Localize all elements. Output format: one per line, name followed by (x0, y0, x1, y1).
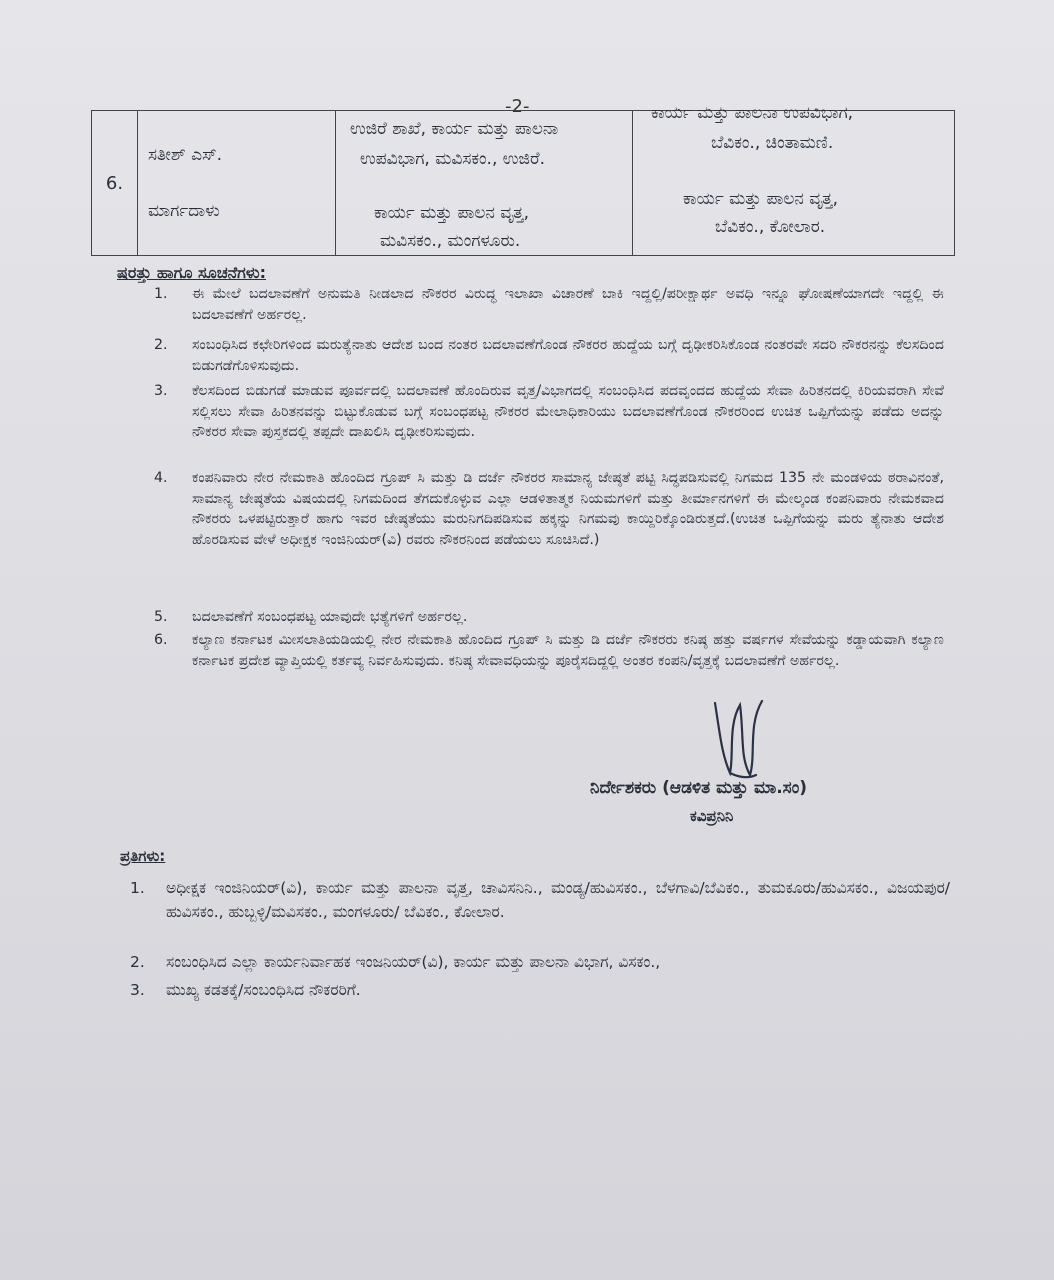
conditions-heading: ಷರತ್ತು ಹಾಗೂ ಸೂಚನೆಗಳು: (117, 263, 267, 282)
copy-text: ಸಂಬಂಧಿಸಿದ ಎಲ್ಲಾ ಕಾರ್ಯನಿರ್ವಾಹಕ ಇಂಜನಿಯರ್(ವಿ), ಕಾರ್ಯ ಮತ್ತು ಪಾಲನಾ ವಿಭಾಗ, ವಿಸಕಂ., (166, 953, 661, 971)
signatory-title: ನಿರ್ದೇಶಕರು (ಆಡಳಿತ ಮತ್ತು ಮಾ.ಸಂ) (590, 778, 808, 798)
condition-number: 5. (154, 609, 168, 625)
condition-text: ಬದಲಾವಣೆಗೆ ಸಂಬಂಧಪಟ್ಟ ಯಾವುದೇ ಭತ್ಯೆಗಳಿಗೆ ಅರ್ಹರಲ್ಲ. (192, 609, 468, 625)
copy-number: 3. (130, 981, 145, 999)
condition-item (154, 284, 944, 325)
condition-number: 6. (154, 632, 168, 648)
copy-text: ಅಧೀಕ್ಷಕ ಇಂಜಿನಿಯರ್(ವಿ), ಕಾರ್ಯ ಮತ್ತು ಪಾಲನಾ ವೃತ್ತ, ಚಾವಿಸನಿನಿ., ಮಂಡ್ಯ/ಹುವಿಸಕಂ., ಬೆಳಗಾವಿ/ಬೆವಿಕಂ., ತುಮಕೂರು/ಹುವಿಸಕಂ., ವಿಜಯಪುರ/ಹುವಿಸಕಂ., ಹುಬ್ಬಳ್ಳಿ/ಮವಿಸಕಂ., ಮಂಗಳೂರು/ ಬೆವಿಕಂ., ಕೋಲಾರ. (166, 879, 950, 921)
copy-item (130, 876, 950, 924)
signatory-organization: ಕವಿಪ್ರನಿನಿ (690, 807, 734, 825)
to-office-line1: ಕಾರ್ಯ ಮತ್ತು ಪಾಲನಾ ಉಪವಿಭಾಗ, (651, 103, 854, 123)
from-office-line1: ಉಜಿರೆ ಶಾಖೆ, ಕಾರ್ಯ ಮತ್ತು ಪಾಲನಾ (350, 119, 559, 139)
condition-item (154, 607, 944, 628)
condition-item (154, 381, 944, 443)
condition-item (154, 468, 944, 550)
employee-designation: ಮಾರ್ಗದಾಳು (148, 201, 220, 221)
from-office-cell (336, 111, 633, 255)
condition-text: ಕಲ್ಯಾಣ ಕರ್ನಾಟಕ ಮೀಸಲಾತಿಯಡಿಯಲ್ಲಿ ನೇರ ನೇಮಕಾತಿ ಹೊಂದಿದ ಗ್ರೂಪ್ ಸಿ ಮತ್ತು ಡಿ ದರ್ಜೆ ನೌಕರರು ಕನಿಷ್ಠ ಹತ್ತು ವರ್ಷಗಳ ಸೇವೆಯನ್ನು ಕಡ್ಡಾಯವಾಗಿ ಕಲ್ಯಾಣ ಕರ್ನಾಟಕ ಪ್ರದೇಶ ವ್ಯಾಪ್ತಿಯಲ್ಲಿ ಕರ್ತವ್ಯ ನಿರ್ವಹಿಸುವುದು. ಕನಿಷ್ಠ ಸೇವಾವಧಿಯನ್ನು ಪೂರೈಸದಿದ್ದಲ್ಲಿ ಅಂತರ ಕಂಪನಿ/ವೃತ್ತಕ್ಕೆ ಬದಲಾವಣೆಗೆ ಅರ್ಹರಲ್ಲ. (192, 632, 944, 669)
condition-item (154, 335, 944, 376)
transfer-table (91, 103, 955, 256)
employee-name: ಸತೀಶ್ ಎಸ್. (148, 145, 223, 165)
to-office-line2: ಬೆವಿಕಂ., ಚಿಂತಾಮಣಿ. (711, 133, 834, 153)
condition-number: 3. (154, 383, 168, 399)
from-division-line1: ಕಾರ್ಯ ಮತ್ತು ಪಾಲನ ವೃತ್ತ, (374, 203, 530, 223)
to-office-cell (633, 103, 954, 255)
condition-item (154, 630, 944, 671)
condition-text: ಈ ಮೇಲೆ ಬದಲಾವಣೆಗೆ ಅನುಮತಿ ನೀಡಲಾದ ನೌಕರರ ವಿರುದ್ಧ ಇಲಾಖಾ ವಿಚಾರಣೆ ಬಾಕಿ ಇದ್ದಲ್ಲಿ/ಪರೀಕ್ಷಾರ್ಥ ಅವಧಿ ಇನ್ನೂ ಘೋಷಣೆಯಾಗದೇ ಇದ್ದಲ್ಲಿ ಈ ಬದಲಾವಣೆಗೆ ಅರ್ಹರಲ್ಲ. (192, 286, 944, 323)
to-division-line2: ಬೆವಿಕಂ., ಕೋಲಾರ. (715, 217, 826, 237)
from-office-line2: ಉಪವಿಭಾಗ, ಮವಿಸಕಂ., ಉಜಿರೆ. (360, 149, 546, 169)
page-number: -2- (505, 96, 530, 117)
condition-number: 1. (154, 286, 168, 302)
serial-number: 6. (105, 172, 124, 194)
condition-number: 4. (154, 470, 168, 486)
serial-cell (92, 111, 138, 255)
condition-text: ಕಂಪನಿವಾರು ನೇರ ನೇಮಕಾತಿ ಹೊಂದಿದ ಗ್ರೂಪ್ ಸಿ ಮತ್ತು ಡಿ ದರ್ಜೆ ನೌಕರರ ಸಾಮಾನ್ಯ ಜೇಷ್ಠತೆ ಪಟ್ಟಿ ಸಿದ್ಧಪಡಿಸುವಲ್ಲಿ ನಿಗಮದ 135 ನೇ ಮಂಡಳಿಯ ಠರಾವಿನಂತೆ, ಸಾಮಾನ್ಯ ಜೇಷ್ಠತೆಯ ವಿಷಯದಲ್ಲಿ ನಿಗಮದಿಂದ ತೆಗದುಕೊಳ್ಳುವ ಎಲ್ಲಾ ಆಡಳಿತಾತ್ಮಕ ನಿಯಮಗಳಿಗೆ ಮತ್ತು ತೀರ್ಮಾನಗಳಿಗೆ ಈ ಮೇಲ್ಕಂಡ ಕಂಪನಿವಾರು ನೇಮಕವಾದ ನೌಕರರು ಒಳಪಟ್ಟಿರುತ್ತಾರೆ ಹಾಗು ಇವರ ಜೇಷ್ಠತೆಯು ಮರುನಿಗದಿಪಡಿಸುವ ಹಕ್ಕನ್ನು ನಿಗಮವು ಕಾಯ್ದಿರಿಕ್ಕೊಂಡಿರುತ್ತದೆ.(ಉಚಿತ ಒಪ್ಪಿಗೆಯನ್ನು ಮರು ತ್ಯೆನಾತು ಆದೇಶ ಹೊರಡಿಸುವ ವೇಳೆ ಅಧೀಕ್ಷಕ ಇಂಜಿನಿಯರ್(ವಿ) ರವರು ನೌಕರನಿಂದ ಪಡೆಯಲು ಸೂಚಿಸಿದೆ.) (192, 470, 944, 548)
copies-heading: ಪ್ರತಿಗಳು: (120, 847, 166, 865)
from-division-line2: ಮವಿಸಕಂ., ಮಂಗಳೂರು. (380, 231, 521, 251)
copy-number: 1. (130, 879, 145, 897)
condition-text: ಕೆಲಸದಿಂದ ಬಿಡುಗಡೆ ಮಾಡುವ ಪೂರ್ವದಲ್ಲಿ ಬದಲಾವಣೆ ಹೊಂದಿರುವ ವೃತ್ತ/ವಿಭಾಗದಲ್ಲಿ ಸಂಬಂಧಿಸಿದ ಪದವೃಂದದ ಹುದ್ದೆಯ ಸೇವಾ ಹಿರಿತನದಲ್ಲಿ ಕಿರಿಯವರಾಗಿ ಸೇವೆ ಸಲ್ಲಿಸಲು ಸೇವಾ ಹಿರಿತನವನ್ನು ಬಿಟ್ಟುಕೊಡುವ ಬಗ್ಗೆ ಸಂಬಂಧಪಟ್ಟ ನೌಕರರ ಮೇಲಾಧಿಕಾರಿಯು ಬದಲಾವಣೆಗೊಂಡ ನೌಕರರಿಂದ ಉಚಿತ ಒಪ್ಪಿಗೆಯನ್ನು ಪಡೆದು ಅದನ್ನು ನೌಕರರ ಸೇವಾ ಪುಸ್ತಕದಲ್ಲಿ ತಪ್ಪದೇ ದಾಖಲಿಸಿ ದೃಢೀಕರಿಸುವುದು. (192, 383, 944, 440)
signature-mark (700, 695, 780, 785)
condition-text: ಸಂಬಂಧಿಸಿದ ಕಛೇರಿಗಳಿಂದ ಮರುತ್ಯೆನಾತು ಆದೇಶ ಬಂದ ನಂತರ ಬದಲಾವಣೆಗೊಂಡ ನೌಕರರ ಹುದ್ದೆಯ ಬಗ್ಗೆ ದೃಢೀಕರಿಸಿಕೊಂಡ ನಂತರವೇ ಸದರಿ ನೌಕರನನ್ನು ಕೆಲಸದಿಂದ ಬಿಡುಗಡೆಗೊಳಿಸುವುದು. (192, 337, 944, 374)
copy-text: ಮುಖ್ಯ ಕಡತಕ್ಕೆ/ಸಂಬಂಧಿಸಿದ ನೌಕರರಿಗೆ. (166, 981, 361, 999)
employee-cell (138, 111, 336, 255)
copy-number: 2. (130, 953, 145, 971)
to-division-line1: ಕಾರ್ಯ ಮತ್ತು ಪಾಲನ ವೃತ್ತ, (683, 189, 839, 209)
copy-item (130, 950, 950, 974)
condition-number: 2. (154, 337, 168, 353)
copy-item (130, 978, 950, 1002)
